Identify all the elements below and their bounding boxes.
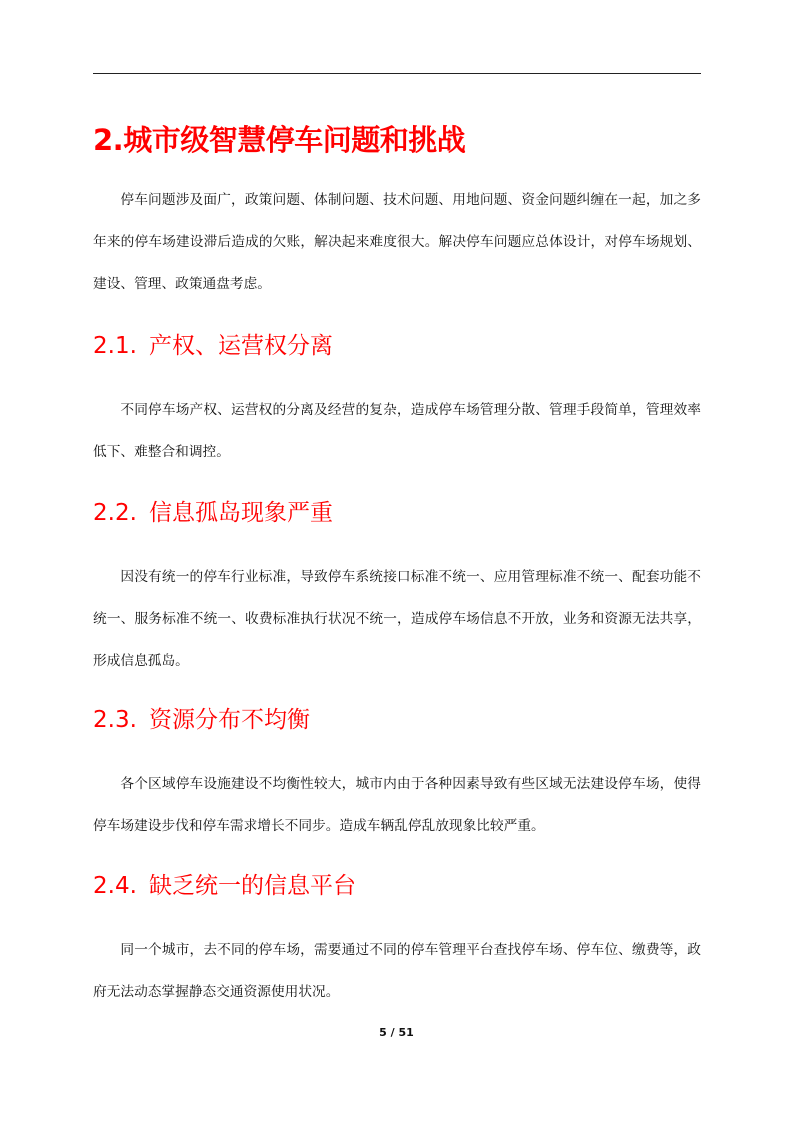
section-body-2-1: 不同停车场产权、运营权的分离及经营的复杂，造成停车场管理分散、管理手段简单，管理效率低下、难整合和调控。 [93, 402, 701, 460]
section-title: 信息孤岛现象严重 [149, 500, 333, 526]
section-number: 2.2. [93, 500, 137, 526]
section-heading-2-2 [93, 496, 333, 530]
section-body-2-4: 同一个城市，去不同的停车场，需要通过不同的停车管理平台查找停车场、停车位、缴费等，政府无法动态掌握静态交通资源使用状况。 [93, 942, 701, 1000]
section-title: 缺乏统一的信息平台 [149, 873, 356, 899]
section-number: 2.1. [93, 333, 137, 359]
section-heading-2-3 [93, 703, 310, 737]
section-title: 产权、运营权分离 [149, 333, 333, 359]
section-body-2-2: 因没有统一的停车行业标准，导致停车系统接口标准不统一、应用管理标准不统一、配套功能不统一、服务标准不统一、收费标准执行状况不统一，造成停车场信息不开放，业务和资源无法共享，形成信息孤岛。 [93, 569, 701, 669]
page-title: 2.城市级智慧停车问题和挑战 [93, 123, 466, 157]
section-number: 2.3. [93, 707, 137, 733]
header-rule [93, 73, 701, 74]
section-heading-2-1 [93, 329, 333, 363]
section-title: 资源分布不均衡 [149, 707, 310, 733]
section-heading-2-4 [93, 869, 356, 903]
page-number: 5 / 51 [379, 1026, 414, 1039]
section-body-2-3: 各个区域停车设施建设不均衡性较大，城市内由于各种因素导致有些区域无法建设停车场，使得停车场建设步伐和停车需求增长不同步。造成车辆乱停乱放现象比较严重。 [93, 776, 701, 834]
intro-paragraph: 停车问题涉及面广，政策问题、体制问题、技术问题、用地问题、资金问题纠缠在一起，加之多年来的停车场建设滞后造成的欠账，解决起来难度很大。解决停车问题应总体设计，对停车场规划、建设、管理、政策通盘考虑。 [93, 192, 701, 292]
section-number: 2.4. [93, 873, 137, 899]
